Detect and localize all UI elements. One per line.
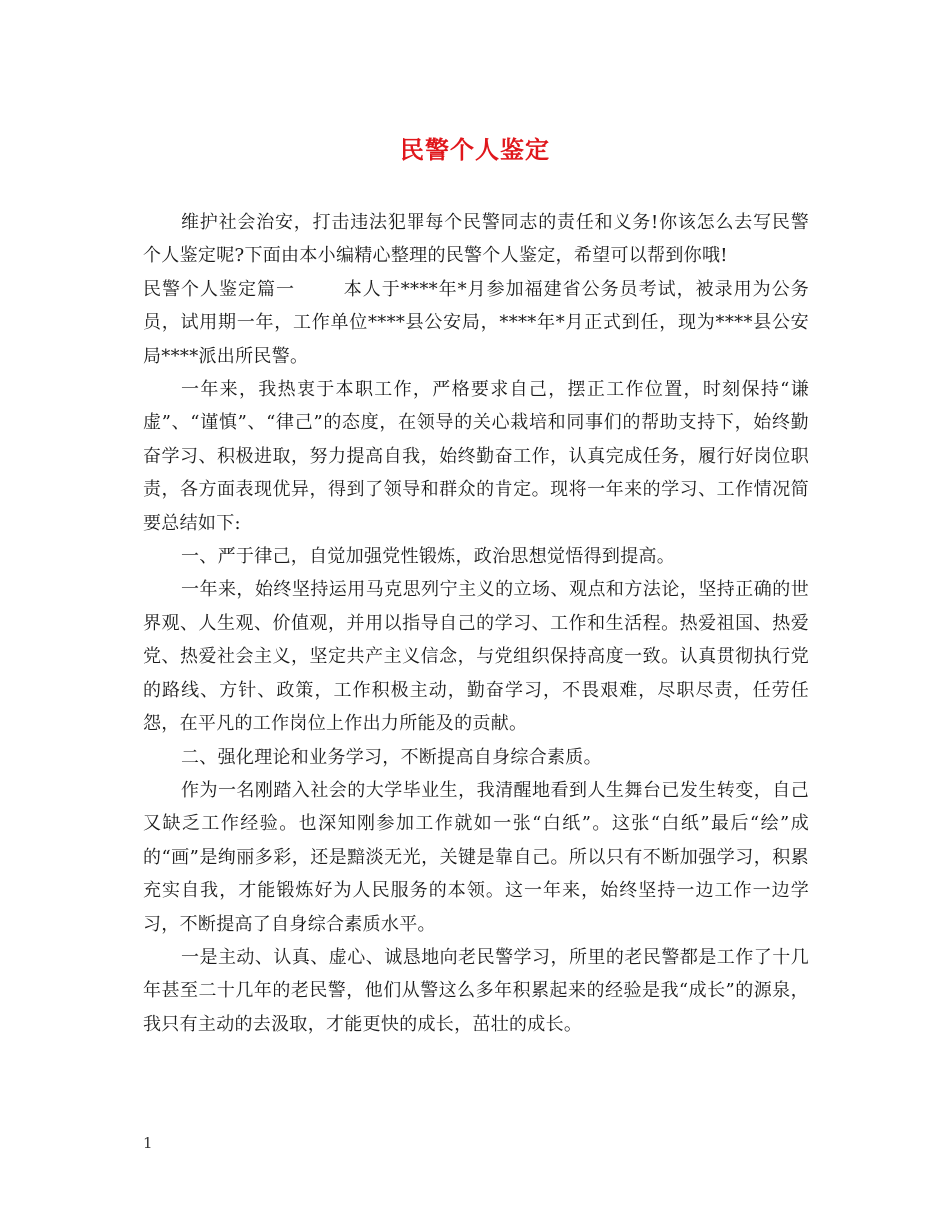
body-paragraph: 一年来，我热衷于本职工作，严格要求自己，摆正工作位置，时刻保持“谦虚”、“谨慎”、“律己”的态度，在领导的关心栽培和同事们的帮助支持下，始终勤奋学习、积极进取，努力提高自我，始终勤奋工作，认真完成任务，履行好岗位职责，各方面表现优异，得到了领导和群众的肯定。现将一年来的学习、工作情况简要总结如下: (143, 379, 809, 534)
section-first-text: 本人于****年*月参加福建省公务员考试，被录用为公务员，试用期一年，工作单位****县公安局，****年*月正式到任，现为****县公安局****派出所民警。 (143, 278, 809, 367)
document-body (143, 206, 809, 1041)
intro-paragraph: 维护社会治安，打击违法犯罪每个民警同志的责任和义务!你该怎么去写民警个人鉴定呢?下面由本小编精心整理的民警个人鉴定，希望可以帮到你哦! (143, 212, 809, 267)
page-number: 1 (143, 1134, 153, 1152)
heading-paragraph: 一、严于律己，自觉加强党性锻炼，政治思想觉悟得到提高。 (181, 546, 676, 568)
body-paragraph: 一是主动、认真、虚心、诚恳地向老民警学习，所里的老民警都是工作了十几年甚至二十几年的老民警，他们从警这么多年积累起来的经验是我“成长”的源泉，我只有主动的去汲取，才能更快的成长，茁壮的成长。 (143, 946, 809, 1035)
body-paragraph: 一年来，始终坚持运用马克思列宁主义的立场、观点和方法论，坚持正确的世界观、人生观、价值观，并用以指导自己的学习、工作和生活程。热爱祖国、热爱党、热爱社会主义，坚定共产主义信念，与党组织保持高度一致。认真贯彻执行党的路线、方针、政策，工作积极主动，勤奋学习，不畏艰难，尽职尽责，任劳任怨，在平凡的工作岗位上作出力所能及的贡献。 (143, 579, 809, 735)
heading-paragraph: 二、强化理论和业务学习，不断提高自身综合素质。 (181, 746, 602, 768)
document-title: 民警个人鉴定 (400, 135, 550, 164)
section-first-paragraph (143, 273, 809, 373)
body-paragraph: 作为一名刚踏入社会的大学毕业生，我清醒地看到人生舞台已发生转变，自己又缺乏工作经验。也深知刚参加工作就如一张“白纸”。这张“白纸”最后“绘”成的“画”是绚丽多彩，还是黯淡无光，关键是靠自己。所以只有不断加强学习，积累充实自我，才能锻炼好为人民服务的本领。这一年来，始终坚持一边工作一边学习，不断提高了自身综合素质水平。 (143, 779, 809, 935)
section-label: 民警个人鉴定篇一 (143, 278, 296, 300)
